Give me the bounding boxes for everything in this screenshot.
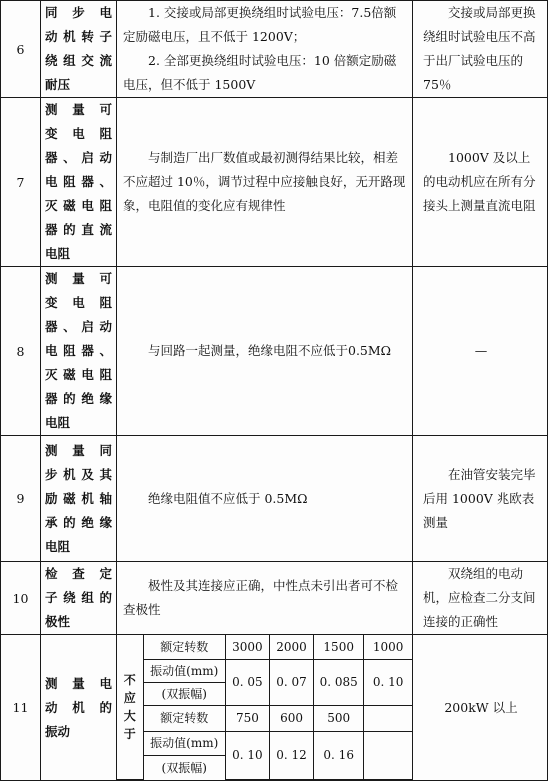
- item-line: 电阻: [45, 415, 71, 430]
- item-line: 测量可: [45, 102, 112, 117]
- vibration-value: 0. 16: [314, 731, 364, 779]
- item-line: 电阻器、: [45, 343, 112, 358]
- requirement-paragraph: 1. 交接或局部更换绕组时试验电压：7.5倍额定励磁电压，且不低于 1200V；: [123, 5, 397, 44]
- remark-text: 1000V 及以上的电动机应在所有分接头上测量直流电阻: [423, 150, 536, 213]
- item-line: 承的绝缘: [45, 514, 112, 530]
- speed-value: 500: [314, 705, 364, 731]
- test-item-name: [41, 267, 117, 436]
- test-requirement: [117, 562, 413, 635]
- item-line: 动机转子: [45, 29, 112, 44]
- speed-value: 2000: [269, 635, 313, 659]
- vibration-label-sub: (双振幅): [143, 682, 225, 705]
- vertical-char: 不: [123, 673, 136, 687]
- requirement-paragraph: 绝缘电阻值不应低于 0.5MΩ: [148, 490, 308, 506]
- test-requirement: [117, 1, 413, 98]
- table-row: [1, 635, 548, 781]
- item-line: 器、启动: [45, 319, 112, 334]
- speed-value: 3000: [225, 635, 269, 659]
- vibration-value: [364, 731, 412, 779]
- remark-cell: [413, 98, 548, 267]
- item-line: 极性: [45, 614, 71, 629]
- remark-text: 双绕组的电动机，应检查二分支间连接的正确性: [423, 566, 536, 629]
- item-line: 同步电: [45, 5, 112, 20]
- item-line: 器的绝缘: [45, 391, 112, 406]
- vibration-limits-table: [117, 635, 412, 780]
- vibration-value: 0. 10: [364, 659, 412, 705]
- test-item-name: [41, 436, 117, 562]
- speed-value: [364, 705, 412, 731]
- remark-cell: [413, 562, 548, 635]
- test-item-name: [41, 562, 117, 635]
- row-number: 6: [1, 1, 41, 98]
- table-row: [1, 562, 548, 635]
- item-line: 测量电: [45, 675, 112, 691]
- table-row: [1, 1, 548, 98]
- item-line: 电阻: [45, 246, 71, 261]
- vibration-limits-cell: [117, 635, 413, 781]
- not-exceed-label: [117, 635, 143, 780]
- vibration-label-sub: (双振幅): [143, 755, 225, 779]
- row-number: 10: [1, 562, 41, 635]
- row-number: 11: [1, 635, 41, 781]
- item-line: 子绕组的: [45, 590, 112, 605]
- speed-value: 750: [225, 705, 269, 731]
- vibration-row: [117, 731, 412, 755]
- item-line: 变 电 阻: [45, 295, 112, 310]
- remark-cell: [413, 1, 548, 98]
- speed-row: [117, 705, 412, 731]
- item-line: 步机及其: [45, 466, 112, 482]
- vibration-value: 0. 10: [225, 731, 269, 779]
- item-line: 耐压: [45, 77, 71, 92]
- speed-label: 额定转数: [143, 635, 225, 659]
- remark-cell: [413, 267, 548, 436]
- vertical-char: 于: [123, 727, 136, 741]
- item-line: 器的直流: [45, 222, 112, 237]
- row-number: 9: [1, 436, 41, 562]
- remark-cell: [413, 436, 548, 562]
- requirement-paragraph: 2. 全部更换绕组时试验电压：10 倍额定励磁电压，但不低于 1500V: [123, 53, 397, 92]
- item-line: 绕组交流: [45, 53, 112, 68]
- speed-value: 1500: [314, 635, 364, 659]
- requirement-paragraph: 与制造厂出厂数值或最初测得结果比较，相差不应超过 10％，调节过程中应接触良好，无开路现象，电阻值的变化应有规律性: [123, 150, 406, 213]
- remark-text: —: [474, 343, 488, 358]
- item-line: 测量同: [45, 442, 112, 458]
- item-line: 励磁机轴: [45, 490, 112, 506]
- table-row: [1, 98, 548, 267]
- item-line: 检查定: [45, 566, 112, 581]
- item-line: 电阻器、: [45, 174, 112, 189]
- item-line: 振动: [45, 723, 71, 739]
- test-requirement: [117, 436, 413, 562]
- vertical-char: 应: [123, 691, 136, 705]
- requirement-paragraph: 与回路一起测量，绝缘电阻不应低于0.5MΩ: [148, 343, 392, 358]
- vibration-value: 0. 12: [269, 731, 313, 779]
- row-number: 7: [1, 98, 41, 267]
- item-line: 器、启动: [45, 150, 112, 165]
- speed-value: 1000: [364, 635, 412, 659]
- speed-label: 额定转数: [143, 705, 225, 731]
- vibration-row: [117, 659, 412, 682]
- vibration-label: 振动值(mm): [143, 731, 225, 755]
- test-item-name: [41, 635, 117, 781]
- test-item-name: [41, 1, 117, 98]
- requirement-paragraph: 极性及其连接应正确，中性点未引出者可不检查极性: [123, 578, 399, 617]
- vertical-char: 大: [123, 709, 136, 723]
- speed-value: 600: [269, 705, 313, 731]
- item-line: 变 电 阻: [45, 126, 112, 141]
- vibration-value: 0. 05: [225, 659, 269, 705]
- remark-cell: [413, 635, 548, 781]
- vibration-value: 0. 07: [269, 659, 313, 705]
- vibration-value: 0. 085: [314, 659, 364, 705]
- test-item-name: [41, 98, 117, 267]
- vibration-label: 振动值(mm): [143, 659, 225, 682]
- table-row: [1, 267, 548, 436]
- item-line: 灭磁电阻: [45, 198, 112, 213]
- remark-text: 交接或局部更换绕组时试验电压不高于出厂试验电压的 75％: [423, 5, 536, 92]
- remark-text: 200kW 以上: [444, 699, 518, 715]
- test-requirement: [117, 267, 413, 436]
- test-requirement: [117, 98, 413, 267]
- item-line: 灭磁电阻: [45, 367, 112, 382]
- remark-text: 在油管安装完毕后用 1000V 兆欧表测量: [423, 466, 536, 530]
- item-line: 动 机 的: [45, 699, 112, 715]
- speed-row: [117, 635, 412, 659]
- row-number: 8: [1, 267, 41, 436]
- item-line: 电阻: [45, 538, 71, 554]
- item-line: 测量可: [45, 271, 112, 286]
- table-row: [1, 436, 548, 562]
